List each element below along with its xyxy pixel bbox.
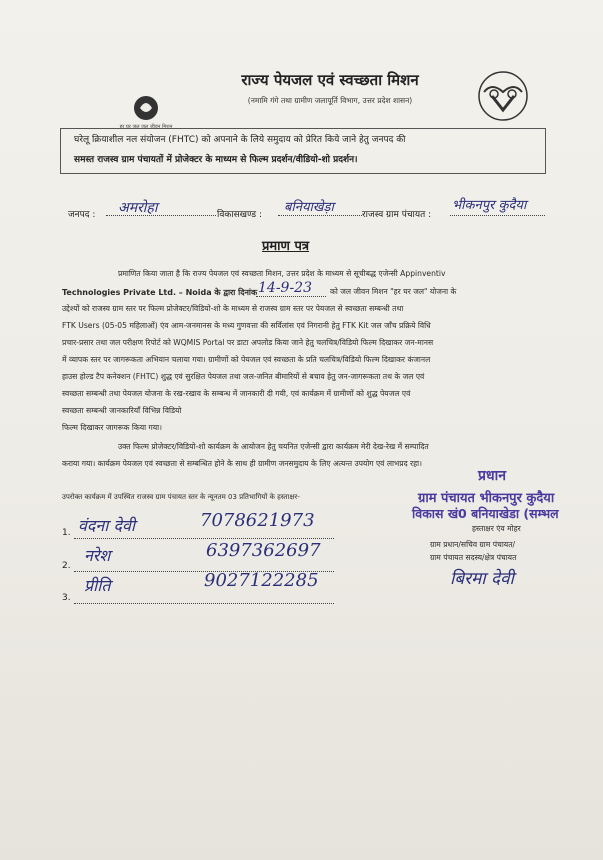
certificate-title: प्रमाण पत्र [262, 239, 310, 254]
body-line-2b: को जल जीवन मिशन "हर घर जल" योजना के [330, 287, 457, 296]
block-value: बनियाखेड़ा [284, 200, 334, 215]
stamp-block: विकास खं0 बनियाखेडा (सम्भल [412, 506, 559, 521]
witness-3-phone: 9027122285 [204, 570, 319, 591]
district-label: जनपद : [68, 210, 96, 220]
page-subtitle: (नमामि गंगे तथा ग्रामीण जलापूर्ति विभाग, उत्तर प्रदेश शासन) [247, 96, 413, 105]
block-line [278, 215, 362, 216]
body-line-4: FTK Users (05-05 महिलाओं) एंव आम-जनमानस के मध्य गुणवत्ता की सर्विलांस एवं निगरानी हेतु FTK Kit जल जाँच प्रक्रिये विधि [62, 321, 431, 330]
signer-role-2: ग्राम पंचायत सदस्य/क्षेत्र पंचायत [430, 553, 517, 562]
panchayat-line [450, 215, 545, 216]
body-line-10: फिल्म दिखाकर जागरूक किया गया। [62, 423, 163, 432]
body-line-11: उक्त फिल्म प्रोजेक्टर/विडियो-शो कार्यक्रम के आयोजन हेतु चयनित एजेन्सी द्वारा कार्यक्रम मेरी देख-रेख में सम्पादित [118, 442, 429, 451]
body-line-3: उद्देश्यों को राजस्व ग्राम स्तर पर फिल्म प्रोजेक्टर/विडियो-शो के माध्यम से राजस्व ग्राम स्तर पर पेयजल से स्वच्छता सम्बन्धी तथा [62, 304, 404, 313]
panchayat-label: राजस्व ग्राम पंचायत : [362, 210, 432, 220]
intro-line-2: समस्त राजस्व ग्राम पंचायतों में प्रोजेक्टर के माध्यम से फिल्म प्रदर्शन/वीडियो-शो प्रदर्शन। [74, 155, 358, 165]
stamp-pradhan: प्रधान [478, 468, 506, 484]
witness-1-num: 1. [62, 528, 71, 538]
body-line-6: में व्यापक स्तर पर जागरूकता अभियान चलाया गया। ग्रामीणों को पेयजल एवं स्वच्छता के प्रति चलचित्र/विडियो फिल्म दिखाकर कंजानल [62, 355, 431, 364]
witness-3-num: 3. [62, 593, 71, 603]
witness-3-name: प्रीति [84, 576, 111, 595]
witness-1-line [74, 538, 334, 539]
witness-1-name: वंदना देवी [78, 516, 136, 535]
logo-text: हर घर जल जल जीवन मिशन [119, 124, 173, 130]
handwritten-date: 14-9-23 [258, 280, 312, 296]
stamp-panchayat: ग्राम पंचायत भीकनपुर कुदैया [418, 491, 555, 506]
panchayat-value: भीकनपुर कुदैया [452, 198, 527, 213]
body-line-12: कराया गया। कार्यक्रम पेयजल एवं स्वच्छता से सम्बन्धित होने के साथ ही ग्रामीण जनसमुदाय के लिए अत्यन्त उपयोग एवं लाभप्रद रहा। [62, 459, 423, 468]
har-ghar-jal-logo [119, 92, 173, 132]
district-value: अमरोहा [118, 200, 158, 216]
signer-role-1: ग्राम प्रधान/सचिव ग्राम पंचायत/ [430, 540, 516, 549]
intro-line-1: घरेलू क्रियाशील नल संयोजन (FHTC) को अपनाने के लिये समुदाय को प्रेरित किये जाने हेतु जनपद की [74, 135, 406, 145]
body-line-8: स्वच्छता सम्बन्धी तथा पेयजल योजना के रख-रखाव के सम्बन्ध में जानकारी दी गयी, एवं कार्यक्रम में ग्रामीणों को शुद्ध पेयजल एवं [62, 389, 411, 398]
body-line-1: प्रमाणित किया जाता है कि राज्य पेयजल एवं स्वच्छता मिशन, उत्तर प्रदेश के माध्यम से सूचीबद्ध एजेन्सी Appinventiv [118, 269, 446, 278]
body-line-2a: Technologies Private Ltd. – Noida के द्वारा दिनांक [62, 288, 258, 297]
witness-1-phone: 7078621973 [200, 510, 315, 531]
witness-2-phone: 6397362697 [206, 540, 321, 561]
witness-intro: उपरोक्त कार्यक्रम में उपस्थित राजस्व ग्राम पंचायत स्तर के न्यूनतम 03 प्रतिभागियों के हस्ताक्षर- [62, 493, 300, 501]
pradhan-signature: बिरमा देवी [450, 569, 514, 589]
witness-2-name: नरेश [84, 546, 111, 565]
witness-3-line [74, 603, 334, 604]
body-line-7: हाउस होल्ड टैप कनेक्शन (FHTC) शुद्ध एवं सुरक्षित पेयजल तथा जल-जनित बीमारियों से बचाव हेतु जन-जागरूकता तथ के जल एवं [62, 372, 425, 381]
body-line-9: स्वच्छता सम्बन्धी जानकारियाँ विभिन्न विडियो [62, 406, 182, 415]
page-title: राज्य पेयजल एवं स्वच्छता मिशन [241, 71, 419, 89]
block-label: विकासखण्ड : [217, 210, 263, 220]
body-line-5: प्रचार-प्रसार तथा जल परीक्षण रिपोर्ट को WQMIS Portal पर डाटा अपलोड किया जाने हेतु चलचित्र/विडियो फिल्म दिखाकर जन-मानस [62, 338, 434, 347]
swachh-bharat-logo-icon [470, 66, 536, 122]
witness-2-num: 2. [62, 561, 71, 571]
seal-label: हस्ताक्षर एंव मोहर [472, 524, 521, 533]
date-line [256, 296, 326, 297]
